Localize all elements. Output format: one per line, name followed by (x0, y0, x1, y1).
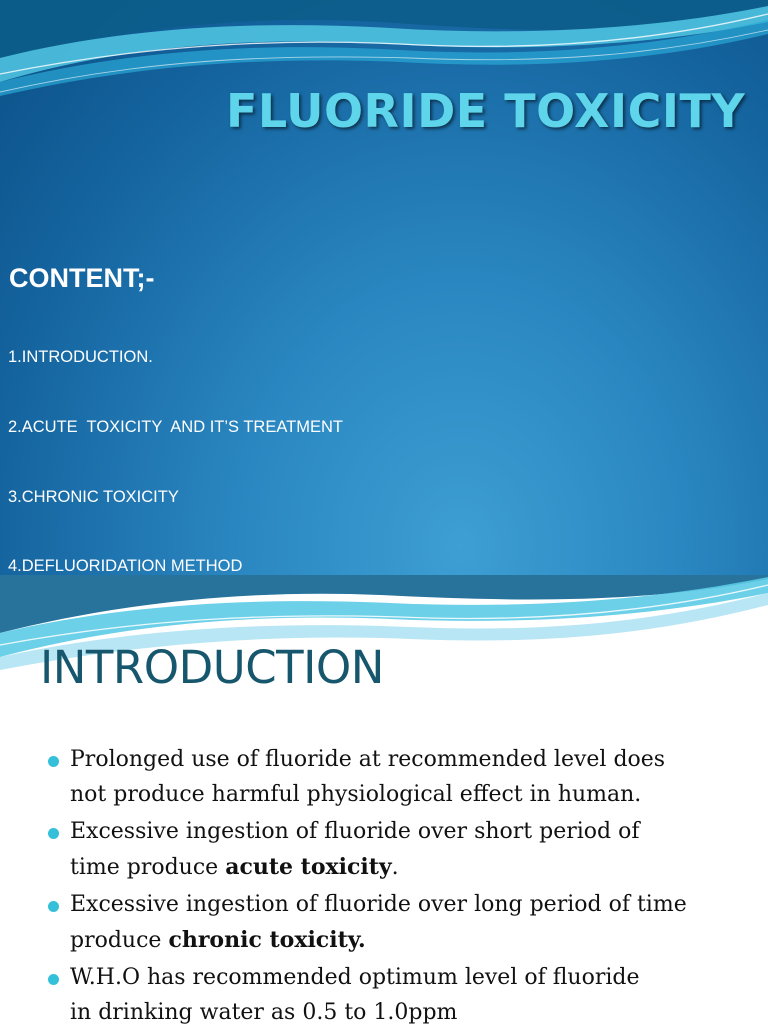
bullet-icon (48, 901, 59, 912)
emphasis-text: acute toxicity (225, 853, 392, 880)
bullet-icon (48, 828, 59, 839)
emphasis-text: chronic toxicity. (168, 926, 366, 953)
list-item: W.H.O has recommended optimum level of fluoride in drinking water as 0.5 to 1.0ppm (38, 961, 758, 1030)
bullet-icon (48, 756, 59, 767)
list-item: Excessive ingestion of fluoride over short period of time produce acute toxicity. (38, 815, 758, 885)
bullet-icon (48, 974, 59, 985)
toc-item: 3.CHRONIC TOXICITY (8, 487, 179, 506)
list-item: Excessive ingestion of fluoride over long period of time produce chronic toxicity. (38, 888, 758, 958)
toc-item: 4.DEFLUORIDATION METHOD (8, 557, 243, 576)
toc-item: 2.ACUTE TOXICITY AND IT’S TREATMENT (8, 418, 343, 437)
introduction-slide (0, 575, 768, 1024)
slide-title: FLUORIDE TOXICITY (226, 84, 746, 138)
list-item: Prolonged use of fluoride at recommended level does not produce harmful physiological effect in human. (38, 743, 758, 812)
section-title: INTRODUCTION (40, 641, 384, 694)
content-heading: CONTENT;- (9, 263, 155, 293)
bullet-list (38, 743, 758, 1033)
toc-item: 1.INTRODUCTION. (8, 348, 153, 367)
